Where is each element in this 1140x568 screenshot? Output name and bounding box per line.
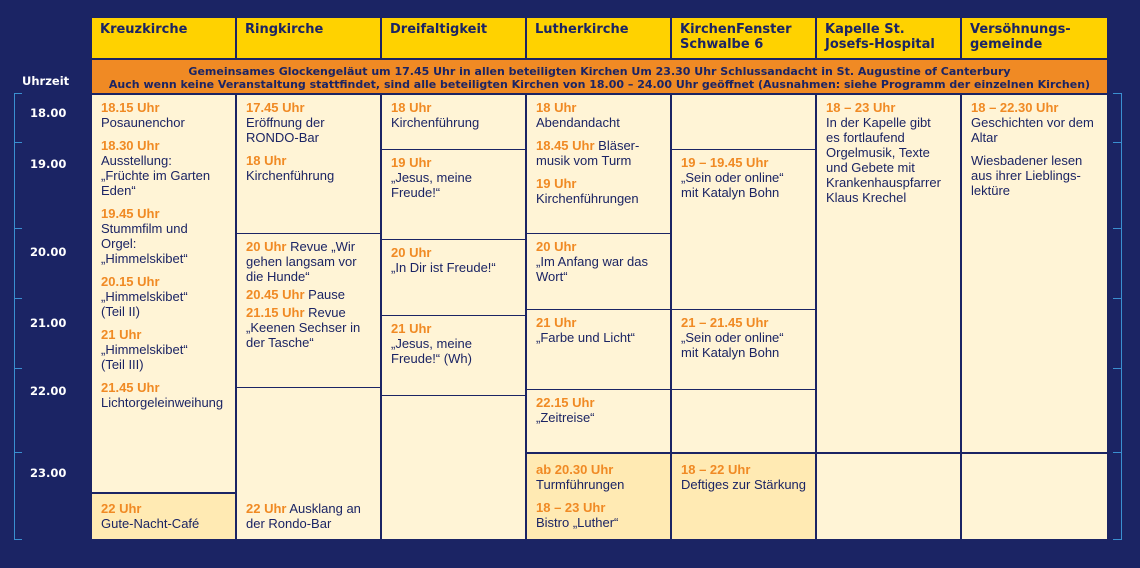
event-title: „Sein oder online“ mit Katalyn Bohn <box>681 170 784 200</box>
column-dreifaltigkeit <box>382 95 525 539</box>
event-title: Stummfilm und Orgel: „Himmelskibet“ <box>101 221 188 266</box>
event-time: 21 Uhr <box>391 321 432 336</box>
event-title: „Im Anfang war das Wort“ <box>536 254 648 284</box>
event-title: Bläser- musik vom Turm <box>536 138 640 168</box>
time-tick <box>14 228 22 229</box>
header-kreuzkirche: Kreuzkirche <box>92 18 235 58</box>
event <box>246 153 371 183</box>
event-title: „Farbe und Licht“ <box>536 330 635 345</box>
time-rail-right <box>1121 93 1122 540</box>
schedule-cell <box>672 454 815 547</box>
time-tick <box>1113 142 1121 143</box>
event-title: Posaunenchor <box>101 115 185 130</box>
event <box>536 100 661 130</box>
schedule-cell <box>382 316 525 396</box>
column-lutherkirche <box>527 95 670 452</box>
time-tick <box>1113 298 1121 299</box>
column-kirchenfenster-late <box>672 454 815 539</box>
event <box>246 501 371 531</box>
event-title: Ausklang an der Rondo-Bar <box>246 501 361 531</box>
event-time: 22.15 Uhr <box>536 395 595 410</box>
event-title: Bistro „Luther“ <box>536 515 619 530</box>
event-title: Kirchenführungen <box>536 191 639 206</box>
schedule-cell <box>237 494 380 546</box>
event-time: 19 Uhr <box>391 155 432 170</box>
column-versoehnung-late <box>962 454 1107 539</box>
event-title: „In Dir ist Freude!“ <box>391 260 496 275</box>
event-title: „Sein oder online“ mit Katalyn Bohn <box>681 330 784 360</box>
event-time: 18 – 23 Uhr <box>536 500 606 515</box>
event-time: 18 – 22 Uhr <box>681 462 751 477</box>
event <box>681 462 806 492</box>
event-time: 18 Uhr <box>391 100 432 115</box>
event-title: „Jesus, meine Freude!“ (Wh) <box>391 336 472 366</box>
event-title: „Zeitreise“ <box>536 410 595 425</box>
event-time: 22 Uhr <box>101 501 142 516</box>
schedule-cell <box>672 95 815 150</box>
event-time: 18 Uhr <box>246 153 287 168</box>
time-label-18: 18.00 <box>30 106 67 120</box>
banner-line-1: Gemeinsames Glockengeläut um 17.45 Uhr in allen beteiligten Kirchen Um 23.30 Uhr Schlussandacht in St. Augustine of Canterbury <box>188 65 1011 78</box>
event-title: Turmführungen <box>536 477 625 492</box>
time-label-20: 20.00 <box>30 245 67 259</box>
schedule-cell <box>92 95 235 497</box>
schedule-cell <box>382 150 525 240</box>
schedule-cell <box>527 95 670 234</box>
event-time: 21 Uhr <box>101 327 142 342</box>
time-tick <box>1113 228 1121 229</box>
event-time: 19.45 Uhr <box>101 206 160 221</box>
schedule-cell <box>672 150 815 310</box>
event-title: Abendandacht <box>536 115 620 130</box>
event <box>101 501 226 531</box>
schedule-cell <box>382 95 525 150</box>
event-title: Pause <box>304 287 346 302</box>
event <box>681 155 806 200</box>
event-time: 18.15 Uhr <box>101 100 160 115</box>
event-title: Revue „Keenen Sechser in der Tasche“ <box>246 305 361 350</box>
schedule-cell <box>817 95 960 457</box>
time-tick <box>14 452 22 453</box>
event <box>536 239 661 284</box>
schedule-cell <box>382 396 525 568</box>
time-rail-left <box>14 93 15 540</box>
column-lutherkirche-late <box>527 454 670 539</box>
schedule-cell <box>382 240 525 316</box>
event <box>536 315 661 345</box>
schedule-cell <box>237 234 380 388</box>
event <box>101 138 226 198</box>
column-versoehnung <box>962 95 1107 452</box>
event-time: 20.45 Uhr <box>246 287 305 302</box>
column-kreuzkirche-late <box>92 494 235 539</box>
schedule-cell <box>527 234 670 310</box>
time-tick <box>14 298 22 299</box>
event-time: 18 Uhr <box>536 100 577 115</box>
event <box>826 100 951 205</box>
event <box>391 100 516 130</box>
event-title: Kirchenführung <box>391 115 480 130</box>
schedule-cell <box>672 310 815 390</box>
schedule-cell <box>962 95 1107 457</box>
event-time: 20 Uhr <box>536 239 577 254</box>
event <box>246 239 371 284</box>
header-lutherkirche: Lutherkirche <box>527 18 670 58</box>
info-banner <box>92 60 1107 93</box>
event-time: 20.15 Uhr <box>101 274 160 289</box>
schedule-cell <box>527 310 670 390</box>
event-title: „Himmelskibet“ (Teil II) <box>101 289 188 319</box>
event <box>246 287 371 302</box>
event <box>101 380 226 410</box>
event-time: 19 Uhr <box>536 176 577 191</box>
header-ringkirche: Ringkirche <box>237 18 380 58</box>
event <box>391 155 516 200</box>
event-time: 21 – 21.45 Uhr <box>681 315 769 330</box>
event-time: 22 Uhr <box>246 501 287 516</box>
column-ringkirche-late <box>237 494 380 539</box>
event-title: Lichtorgeleinweihung <box>101 395 224 410</box>
column-kirchenfenster <box>672 95 815 452</box>
event-time: 18.45 Uhr <box>536 138 595 153</box>
event <box>536 176 661 206</box>
schedule-cell <box>92 494 235 546</box>
time-tick <box>1113 452 1121 453</box>
time-tick <box>1113 368 1121 369</box>
event <box>101 100 226 130</box>
event <box>246 305 371 350</box>
time-tick <box>14 368 22 369</box>
header-kapelle: Kapelle St. Josefs-Hospital <box>817 18 960 58</box>
event-title: In der Kapelle gibt es fortlaufend Orgelmusik, Texte und Gebete mit Krankenhauspfarrer Klaus Krechel <box>826 115 941 205</box>
time-label-22: 22.00 <box>30 384 67 398</box>
event-title: Wiesbadener lesen aus ihrer Lieblings- lektüre <box>971 153 1083 198</box>
time-column-label: Uhrzeit <box>22 74 70 88</box>
event <box>101 274 226 319</box>
event <box>391 245 516 275</box>
event-time: 18 – 23 Uhr <box>826 100 896 115</box>
time-tick <box>14 142 22 143</box>
event <box>971 153 1098 198</box>
event <box>101 327 226 372</box>
event <box>536 500 661 530</box>
event-time: 21.45 Uhr <box>101 380 160 395</box>
event <box>536 395 661 425</box>
event-time: 20 Uhr <box>246 239 287 254</box>
event-time: ab 20.30 Uhr <box>536 462 614 477</box>
event-title: Ausstellung: „Früchte im Garten Eden“ <box>101 153 211 198</box>
time-tick <box>1113 93 1121 94</box>
event-title: „Himmelskibet“ (Teil III) <box>101 342 188 372</box>
event <box>681 315 806 360</box>
column-kapelle <box>817 95 960 452</box>
time-label-23: 23.00 <box>30 466 67 480</box>
event-title: Eröffnung der RONDO-Bar <box>246 115 325 145</box>
time-tick <box>1113 539 1121 540</box>
event <box>246 100 371 145</box>
column-ringkirche <box>237 95 380 494</box>
event-time: 19 – 19.45 Uhr <box>681 155 769 170</box>
event-time: 21.15 Uhr <box>246 305 305 320</box>
event-title: Kirchenführung <box>246 168 335 183</box>
event-time: 21 Uhr <box>536 315 577 330</box>
event <box>536 462 661 492</box>
event-time: 18 – 22.30 Uhr <box>971 100 1059 115</box>
event-title: Gute-Nacht-Café <box>101 516 200 531</box>
column-kapelle-late <box>817 454 960 539</box>
schedule-cell <box>237 95 380 234</box>
time-tick <box>14 93 22 94</box>
time-label-19: 19.00 <box>30 157 67 171</box>
header-kirchenfenster: KirchenFenster Schwalbe 6 <box>672 18 815 58</box>
event <box>101 206 226 266</box>
header-dreifaltigkeit: Dreifaltigkeit <box>382 18 525 58</box>
time-label-21: 21.00 <box>30 316 67 330</box>
event-time: 18.30 Uhr <box>101 138 160 153</box>
event <box>971 100 1098 145</box>
event-time: 20 Uhr <box>391 245 432 260</box>
event <box>536 138 661 168</box>
event-time: 17.45 Uhr <box>246 100 305 115</box>
time-tick <box>14 539 22 540</box>
event-title: „Jesus, meine Freude!“ <box>391 170 472 200</box>
banner-line-2: Auch wenn keine Veranstaltung stattfindet, sind alle beteiligten Kirchen von 18.00 – 24.00 Uhr geöffnet (Ausnahmen: siehe Programm der einzelnen Kirchen) <box>108 78 1091 91</box>
event-title: Deftiges zur Stärkung <box>681 477 807 492</box>
schedule-cell <box>527 454 670 547</box>
column-kreuzkirche <box>92 95 235 492</box>
event-title: Revue „Wir gehen langsam vor die Hunde“ <box>246 239 357 284</box>
header-versoehnung: Versöhnungs- gemeinde <box>962 18 1107 58</box>
event <box>391 321 516 366</box>
event-title: Geschichten vor dem Altar <box>971 115 1094 145</box>
